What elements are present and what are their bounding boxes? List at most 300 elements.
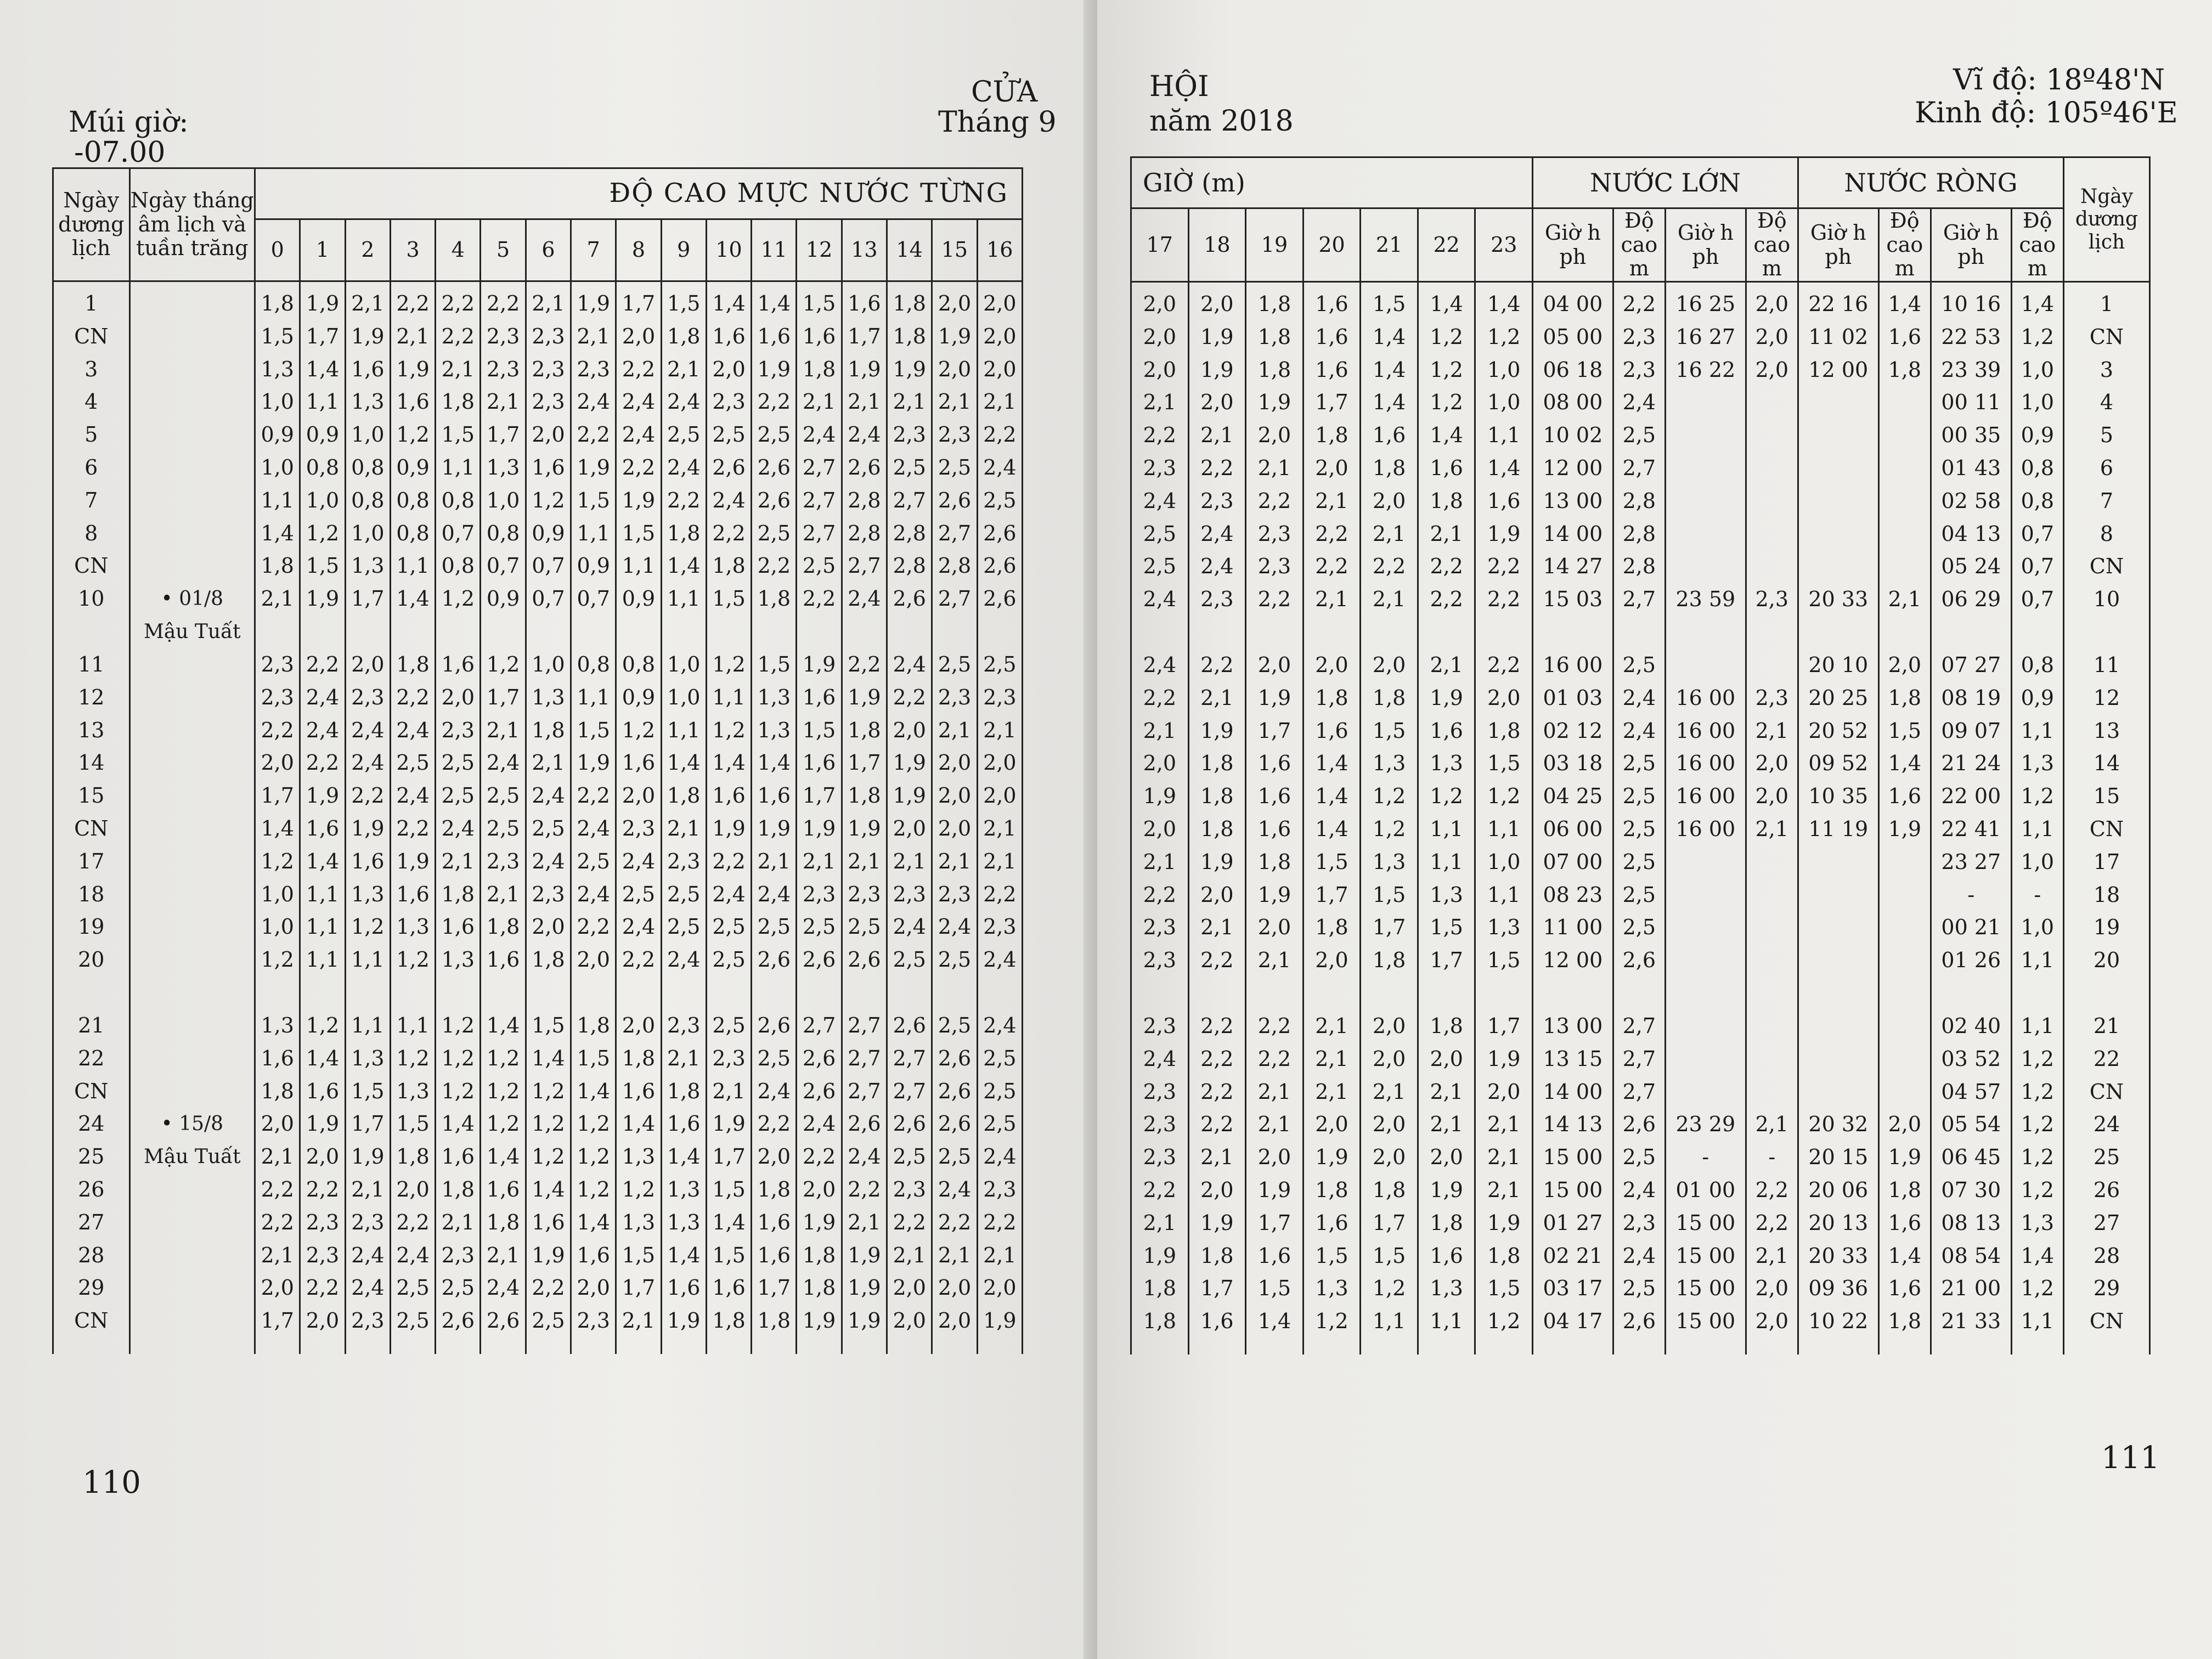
level-cell: 1,4	[712, 1210, 746, 1234]
high-water-time-2: 16 27	[1675, 324, 1736, 349]
low-water-time-1: 20 15	[1808, 1145, 1869, 1170]
level-cell: 2,1	[1487, 1112, 1521, 1137]
level-cell: 2,3	[938, 882, 972, 906]
high-water-height-1: 2,7	[1622, 587, 1656, 612]
level-cell: 2,6	[893, 586, 926, 611]
high-water-time-2: 15 00	[1675, 1309, 1736, 1334]
level-cell: 0,8	[622, 652, 656, 676]
level-cell: 1,2	[1372, 784, 1406, 809]
level-cell: 2,1	[1143, 390, 1176, 415]
solar-day-cell: 3	[84, 357, 98, 381]
level-cell: 2,4	[938, 1177, 972, 1201]
level-cell: 1,4	[577, 1210, 610, 1234]
level-cell: 1,7	[261, 783, 294, 808]
level-cell: 2,1	[1315, 488, 1348, 513]
hour-5-column	[481, 281, 526, 1338]
high-water-height-1: 2,5	[1622, 1276, 1656, 1301]
high-water-time-2	[1666, 518, 1745, 551]
level-cell: 1,2	[261, 849, 294, 873]
hour-col-header-3: 3	[390, 219, 435, 281]
level-cell: 2,5	[667, 915, 701, 939]
level-cell: 1,6	[351, 357, 385, 381]
level-cell: 1,6	[577, 1243, 610, 1267]
level-cell: 2,2	[1143, 882, 1176, 907]
level-cell: 2,0	[261, 1276, 294, 1300]
high-water-time-1: 16 00	[1543, 653, 1603, 678]
high-water-height-1: 2,4	[1622, 1177, 1656, 1202]
level-cell: 1,6	[802, 685, 836, 709]
level-cell: 1,4	[486, 1013, 520, 1037]
level-cell: 1,2	[622, 718, 656, 742]
low-water-height-1	[1880, 485, 1930, 518]
row-gap	[2012, 616, 2063, 649]
solar-day-cell-right: 18	[2093, 882, 2120, 907]
level-cell: 2,5	[848, 915, 881, 939]
low-water-time-1: 20 52	[1808, 718, 1869, 743]
high-water-height-1: 2,8	[1622, 554, 1656, 579]
level-cell: 2,2	[983, 882, 1017, 906]
level-cell: 0,8	[306, 455, 340, 479]
level-cell: 1,9	[1200, 718, 1234, 743]
level-cell: 2,4	[757, 1079, 791, 1103]
level-cell: 1,4	[306, 357, 340, 381]
level-cell: 1,8	[1143, 1309, 1176, 1334]
level-cell: 2,3	[486, 357, 520, 381]
level-cell: 1,3	[532, 685, 565, 709]
lunar-empty	[131, 353, 255, 386]
hour-12-column	[797, 281, 842, 1338]
level-cell: 1,8	[802, 1276, 836, 1300]
high-water-time-2	[1666, 1076, 1745, 1109]
solar-day-cell: 11	[78, 652, 105, 676]
low-water-time-2: 06 45	[1941, 1145, 2001, 1170]
level-cell: 0,9	[622, 586, 656, 611]
high-water-height-2	[1747, 846, 1797, 879]
level-cell: 1,3	[351, 390, 385, 414]
level-cell: 2,3	[1143, 1112, 1176, 1137]
level-cell: 1,6	[1315, 292, 1348, 317]
row-gap	[933, 616, 976, 648]
level-cell: 2,2	[802, 586, 836, 611]
level-cell: 2,1	[802, 390, 836, 414]
level-cell: 2,2	[306, 1177, 340, 1201]
level-cell: 1,9	[1487, 1210, 1521, 1235]
level-cell: 1,5	[306, 554, 340, 578]
level-cell: 2,3	[306, 1210, 340, 1234]
level-cell: 2,1	[532, 291, 565, 315]
high-water-height-1: 2,5	[1622, 784, 1656, 809]
level-cell: 1,5	[1315, 849, 1348, 874]
low-water-time-1	[1799, 1010, 1878, 1043]
solar-day-cell: CN	[74, 816, 109, 840]
high-water-height-1: 2,2	[1622, 292, 1656, 317]
row-gap	[752, 977, 795, 1009]
low-water-height-2: 1,2	[2021, 1177, 2055, 1202]
level-cell: 2,0	[938, 751, 972, 775]
level-cell: 2,4	[351, 718, 385, 742]
level-cell: 2,5	[938, 1144, 972, 1169]
level-cell: 1,9	[1257, 390, 1291, 415]
row-gap	[1747, 977, 1797, 1010]
level-cell: 0,9	[306, 422, 340, 447]
level-cell: 2,3	[306, 1243, 340, 1267]
level-cell: 2,5	[938, 652, 972, 676]
level-cell: 1,9	[1257, 685, 1291, 710]
station-name-part2: HỘI	[1149, 70, 1209, 103]
low-water-time-1: 20 25	[1808, 685, 1869, 710]
low-water-height-2: 1,1	[2021, 948, 2055, 973]
low-water-height-1: 1,4	[1888, 751, 1922, 776]
level-cell: 1,4	[667, 751, 701, 775]
level-cell: 1,8	[667, 1079, 701, 1103]
level-cell: 2,7	[802, 521, 836, 545]
high-water-time-1: 04 25	[1543, 784, 1603, 809]
level-cell: 1,9	[1257, 882, 1291, 907]
bottom-cell	[1475, 1338, 1533, 1355]
level-cell: 2,2	[1487, 554, 1521, 579]
bottom-cell	[616, 1338, 661, 1354]
level-cell: 2,8	[938, 554, 972, 578]
bottom-cell	[797, 1338, 842, 1354]
level-cell: 1,1	[1487, 817, 1521, 842]
solar-day-column	[53, 281, 130, 1338]
high-water-height-2: 2,0	[1755, 1276, 1789, 1301]
level-cell: 1,0	[667, 685, 701, 709]
level-cell: 2,0	[983, 783, 1017, 808]
level-cell: 2,3	[532, 390, 565, 414]
level-cell: 1,2	[1487, 784, 1521, 809]
level-cell: 2,1	[261, 1243, 294, 1267]
high-water-height-1: 2,3	[1622, 1210, 1656, 1235]
level-cell: 2,1	[983, 390, 1017, 414]
level-cell: 2,0	[1143, 324, 1176, 349]
level-cell: 2,3	[1143, 948, 1176, 973]
level-cell: 2,3	[938, 685, 972, 709]
solar-day-cell-right: 11	[2093, 653, 2120, 678]
row-gap	[527, 616, 570, 648]
low-water-time-2: 23 39	[1941, 357, 2001, 382]
level-cell: 1,8	[1372, 456, 1406, 481]
level-cell: 2,2	[1487, 653, 1521, 678]
level-cell: 2,1	[1315, 1046, 1348, 1071]
level-cell: 1,0	[1487, 390, 1521, 415]
low-water-time-2: 22 00	[1941, 784, 2001, 809]
level-cell: 2,3	[622, 816, 656, 840]
high-water-height-1: 2,5	[1622, 849, 1656, 874]
solar-day-cell-right: 24	[2093, 1112, 2120, 1137]
level-cell: 2,5	[712, 947, 746, 972]
hour-11-column	[752, 281, 797, 1338]
solar-day-cell-right: 4	[2100, 390, 2114, 415]
high-water-height-2: 2,0	[1755, 357, 1789, 382]
level-cell: 2,5	[757, 422, 791, 447]
solar-day-cell-right: 6	[2100, 456, 2114, 481]
level-cell: 1,9	[983, 1308, 1017, 1333]
level-cell: 1,6	[1257, 784, 1291, 809]
solar-day-cell: 15	[78, 783, 105, 808]
hour-col-header-1: 1	[300, 219, 345, 281]
solar-day-cell-right: 26	[2093, 1177, 2120, 1202]
level-cell: 1,8	[1487, 718, 1521, 743]
bottom-cell	[1666, 1338, 1746, 1355]
level-cell: 2,0	[1257, 653, 1291, 678]
level-cell: 1,7	[351, 586, 385, 611]
high-water-height-2	[1747, 649, 1797, 682]
level-cell: 2,3	[1143, 1145, 1176, 1170]
low-water-height-1-column	[1878, 282, 1931, 1338]
level-cell: 2,5	[712, 915, 746, 939]
level-cell: 1,4	[667, 554, 701, 578]
bottom-cell	[1246, 1338, 1304, 1355]
solar-day-cell-right: 10	[2093, 587, 2120, 612]
level-cell: 1,5	[1430, 915, 1463, 940]
solar-day-cell: 7	[84, 488, 98, 512]
level-cell: 2,0	[1430, 1046, 1463, 1071]
level-cell: 2,5	[893, 1144, 926, 1169]
level-cell: 1,0	[351, 422, 385, 447]
level-cell: 2,1	[1430, 653, 1463, 678]
low-water-time-2: 23 27	[1941, 849, 2001, 874]
low-water-height-2: 1,2	[2021, 1112, 2055, 1137]
hour-col-header-0: 0	[255, 219, 300, 281]
level-cell: 2,3	[261, 652, 294, 676]
level-cell: 2,6	[757, 488, 791, 512]
level-cell: 1,2	[1430, 784, 1463, 809]
level-cell: 1,2	[351, 915, 385, 939]
low-water-height-2: 1,2	[2021, 1079, 2055, 1104]
level-cell: 2,0	[1372, 1014, 1406, 1038]
level-cell: 2,7	[848, 1013, 881, 1037]
row-gap	[1419, 616, 1475, 649]
level-cell: 2,7	[938, 521, 972, 545]
high-water-height-2	[1747, 1076, 1797, 1109]
level-cell: 2,4	[532, 849, 565, 873]
level-cell: 1,8	[802, 1243, 836, 1267]
level-cell: 2,6	[938, 1079, 972, 1103]
level-cell: 1,8	[1257, 849, 1291, 874]
level-cell: 1,2	[441, 1013, 475, 1037]
level-cell: 1,9	[396, 849, 430, 873]
solar-day-cell: 22	[78, 1046, 105, 1070]
level-cell: 2,2	[1143, 685, 1176, 710]
level-cell: 1,6	[802, 324, 836, 348]
high-water-height-1: 2,7	[1622, 1046, 1656, 1071]
level-cell: 1,8	[712, 554, 746, 578]
high-water-time-2: 15 00	[1675, 1210, 1736, 1235]
level-cell: 2,0	[1200, 390, 1234, 415]
hour-20-column	[1303, 282, 1361, 1338]
level-cell: 2,2	[712, 521, 746, 545]
level-cell: 1,6	[1315, 718, 1348, 743]
level-cell: 2,4	[1200, 554, 1234, 579]
level-cell: 2,3	[1200, 488, 1234, 513]
high-water-time-2: 16 00	[1675, 718, 1736, 743]
bottom-cell	[706, 1338, 751, 1354]
solar-day-cell: 1	[84, 291, 98, 315]
row-gap	[301, 977, 344, 1009]
level-cell: 1,4	[622, 1111, 656, 1136]
level-cell: 2,4	[532, 783, 565, 808]
high-water-time-1: 13 15	[1543, 1046, 1603, 1071]
level-cell: 2,4	[306, 718, 340, 742]
level-cell: 1,5	[577, 1046, 610, 1070]
level-cell: 2,0	[893, 1276, 926, 1300]
level-cell: 2,0	[1257, 1145, 1291, 1170]
level-cell: 2,4	[667, 455, 701, 479]
level-cell: 1,6	[757, 1210, 791, 1234]
level-cell: 0,9	[622, 685, 656, 709]
level-cell: 1,7	[1372, 1210, 1406, 1235]
level-cell: 1,6	[1315, 324, 1348, 349]
level-cell: 1,9	[757, 357, 791, 381]
level-cell: 2,8	[893, 521, 926, 545]
level-cell: 2,4	[938, 915, 972, 939]
row-gap	[707, 977, 751, 1009]
high-water-height-1: 2,6	[1622, 1309, 1656, 1334]
high-water-time-2: 16 00	[1675, 685, 1736, 710]
level-cell: 0,9	[396, 455, 430, 479]
level-cell: 1,5	[622, 521, 656, 545]
row-gap	[752, 616, 795, 648]
level-cell: 2,4	[1143, 488, 1176, 513]
level-cell: 2,5	[622, 882, 656, 906]
level-cell: 2,6	[983, 521, 1017, 545]
bottom-cell	[345, 1338, 390, 1354]
low-water-height-1: 1,8	[1888, 357, 1922, 382]
level-cell: 0,9	[486, 586, 520, 611]
row-gap	[2064, 977, 2149, 1010]
low-water-time-1	[1799, 1076, 1878, 1109]
high-water-height-2: -	[1768, 1145, 1776, 1170]
level-cell: 1,6	[848, 291, 881, 315]
row-gap	[797, 616, 840, 648]
level-cell: 2,5	[712, 422, 746, 447]
lunar-empty	[131, 1075, 255, 1108]
low-water-time-2: 07 30	[1941, 1177, 2001, 1202]
level-cell: 2,3	[1143, 915, 1176, 940]
level-cell: 1,5	[261, 324, 294, 348]
low-water-time-1	[1799, 944, 1878, 977]
level-cell: 1,5	[1372, 882, 1406, 907]
level-cell: 0,8	[396, 488, 430, 512]
level-cell: 2,1	[486, 390, 520, 414]
height-subheader: Độ cao m	[1613, 208, 1665, 282]
low-water-height-1	[1880, 944, 1930, 977]
level-cell: 2,2	[396, 1210, 430, 1234]
level-cell: 2,0	[532, 422, 565, 447]
hour-col-header-12: 12	[797, 219, 842, 281]
level-cell: 1,2	[306, 1013, 340, 1037]
level-cell: 2,4	[396, 1243, 430, 1267]
level-cell: 2,0	[306, 1308, 340, 1333]
level-cell: 1,9	[351, 324, 385, 348]
level-cell: 2,4	[396, 783, 430, 808]
low-water-height-1	[1880, 846, 1930, 879]
level-cell: 0,8	[441, 554, 475, 578]
level-cell: 2,3	[351, 1308, 385, 1333]
level-cell: 0,8	[441, 488, 475, 512]
low-water-time-2: 21 00	[1941, 1276, 2001, 1301]
row-gap	[1666, 977, 1745, 1010]
water-level-table-left	[52, 167, 1023, 1354]
lunar-empty	[131, 911, 255, 944]
high-water-height-2-column	[1746, 282, 1798, 1338]
level-cell: 2,6	[757, 455, 791, 479]
low-water-height-1: 1,4	[1888, 1243, 1922, 1268]
level-cell: 2,5	[938, 1013, 972, 1037]
solar-day-cell-right: 22	[2093, 1046, 2120, 1071]
solar-day-cell: 8	[84, 521, 98, 545]
hour-col-header-10: 10	[706, 219, 751, 281]
level-cell: 1,3	[667, 1210, 701, 1234]
low-water-time-2: 00 11	[1941, 390, 2001, 415]
level-cell: 2,2	[712, 849, 746, 873]
level-cell: 1,2	[1372, 817, 1406, 842]
right-subheader-row	[1131, 208, 2150, 282]
level-cell: 2,2	[1430, 554, 1463, 579]
level-cell: 0,7	[532, 586, 565, 611]
level-cell: 2,6	[802, 947, 836, 972]
level-cell: 2,1	[848, 1210, 881, 1234]
level-cell: 2,2	[938, 1210, 972, 1234]
level-cell: 2,0	[1143, 357, 1176, 382]
level-cell: 2,7	[802, 455, 836, 479]
bottom-cell	[887, 1338, 932, 1354]
row-gap	[481, 977, 524, 1009]
level-cell: 2,5	[486, 783, 520, 808]
level-cell: 0,8	[396, 521, 430, 545]
level-cell: 2,4	[893, 652, 926, 676]
hour-14-column	[887, 281, 932, 1338]
level-cell: 1,2	[1487, 1309, 1521, 1334]
level-cell: 2,8	[848, 488, 881, 512]
level-cell: 1,9	[306, 1111, 340, 1136]
level-cell: 2,2	[306, 751, 340, 775]
level-cell: 2,1	[1372, 587, 1406, 612]
level-cell: 1,9	[351, 1144, 385, 1169]
level-cell: 2,7	[848, 554, 881, 578]
lunar-empty	[131, 812, 255, 845]
high-water-time-2: 16 00	[1675, 784, 1736, 809]
lunar-empty	[131, 386, 255, 419]
lunar-empty	[131, 320, 255, 353]
level-cell: 2,7	[893, 488, 926, 512]
level-cell: 2,1	[577, 324, 610, 348]
hour-10-column	[706, 281, 751, 1338]
level-cell: 2,0	[1372, 1112, 1406, 1137]
right-data-row	[1131, 282, 2150, 1338]
level-cell: 1,9	[577, 455, 610, 479]
low-water-height-1	[1880, 386, 1930, 419]
level-cell: 2,1	[441, 849, 475, 873]
level-cell: 1,0	[261, 882, 294, 906]
low-water-time-1: 10 35	[1808, 784, 1869, 809]
level-cell: 1,8	[802, 357, 836, 381]
level-cell: 1,5	[712, 1243, 746, 1267]
level-cell: 2,0	[983, 751, 1017, 775]
level-cell: 2,4	[486, 751, 520, 775]
longitude-label: Kinh độ: 105º46'E	[1915, 97, 2178, 129]
lunar-empty	[131, 780, 255, 812]
level-cell: 1,9	[893, 357, 926, 381]
level-cell: 2,5	[938, 455, 972, 479]
hour-3-column	[390, 281, 435, 1338]
low-water-height-1: 2,1	[1888, 587, 1922, 612]
high-water-height-1: 2,6	[1622, 1112, 1656, 1137]
solar-day-cell: 18	[78, 882, 105, 906]
level-cell: 1,5	[1372, 292, 1406, 317]
solar-day-cell-right: CN	[2089, 1309, 2124, 1334]
